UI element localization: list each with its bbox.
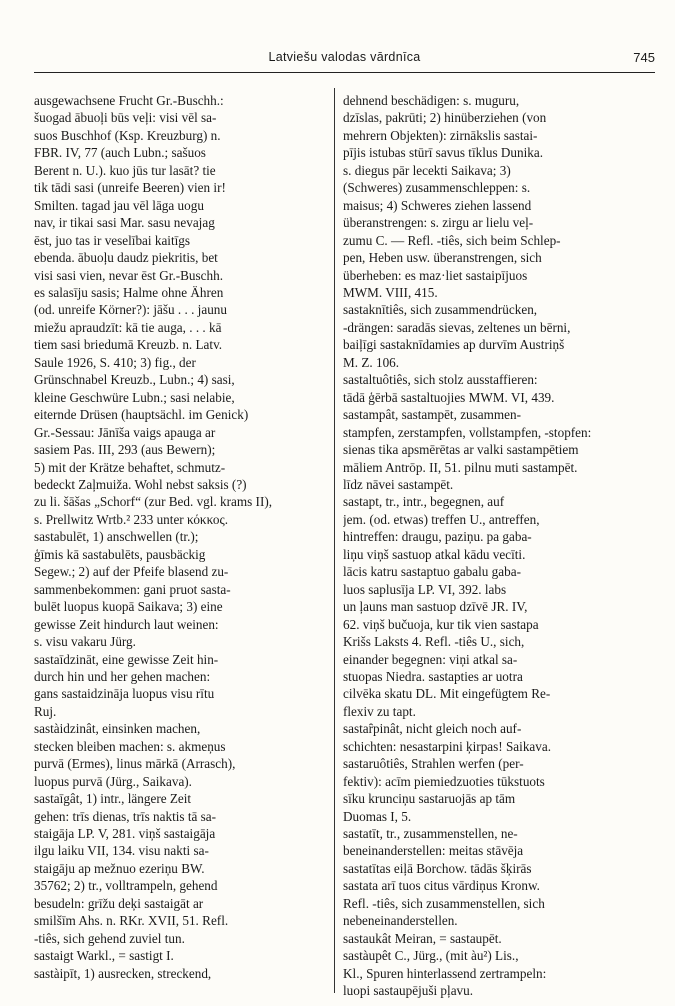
- text-line: purvā (Ermes), linus mārkā (Arrasch),: [34, 756, 236, 772]
- text-line: ilgu laiku VII, 134. visu nakti sa-: [34, 843, 209, 859]
- left-column: [34, 92, 332, 982]
- text-line: sastapt, tr., intr., begegnen, auf: [343, 494, 505, 510]
- text-line: sīku krunciņu sastaruojās ap tām: [343, 791, 516, 807]
- right-column: [343, 92, 655, 1000]
- text-line: stecken bleiben machen: s. akmeņus: [34, 738, 226, 754]
- text-line: 5) mit der Krätze behaftet, schmutz-: [34, 459, 226, 475]
- page-header: [34, 50, 655, 73]
- text-line: baiļīgi sastaknīdamies ap durvīm Austriņš: [343, 337, 565, 353]
- text-line: jem. (od. etwas) treffen U., antreffen,: [343, 511, 540, 527]
- running-title: Latviešu valodas vārdnīca: [268, 50, 421, 64]
- text-line: māliem Antrōp. II, 51. pilnu muti sastampēt.: [343, 459, 578, 475]
- text-line: ausgewachsene Frucht Gr.-Buschh.:: [34, 93, 224, 108]
- text-line: sastaigt Warkl., = sastigt I.: [34, 948, 174, 964]
- text-line: Smilten. tagad jau vēl lāga uogu: [34, 197, 204, 213]
- text-line: es salasīju sasis; Halme ohne Ähren: [34, 284, 224, 300]
- text-line: besudeln: grīžu deķi sastaigāt ar: [34, 895, 204, 911]
- text-line: Gr.-Sessau: Jānīša vaigs apauga ar: [34, 424, 216, 440]
- text-line: (od. unreife Körner?): jāšu . . . jaunu: [34, 302, 227, 318]
- text-line: nebeneinanderstellen.: [343, 913, 458, 929]
- text-line: ēst, juo tas ir veselībai kaitīgs: [34, 232, 191, 248]
- text-line: līdz nāvei sastampēt.: [343, 476, 454, 492]
- text-line: s. visu vakaru Jürg.: [34, 634, 136, 650]
- text-line: bulēt luopus kuopā Saikava; 3) eine: [34, 599, 223, 615]
- text-line: sastaīdzināt, eine gewisse Zeit hin-: [34, 651, 219, 667]
- text-line: sastabulēt, 1) anschwellen (tr.);: [34, 529, 199, 545]
- text-line: ģīmis kā sastabulēts, pausbäckig: [34, 546, 206, 562]
- text-line: eiternde Drüsen (hauptsächl. im Genick): [34, 407, 249, 423]
- text-line: -tiês, sich gehend zuviel tun.: [34, 930, 185, 946]
- text-line: Kl., Spuren hinterlassend zertrampeln:: [343, 965, 547, 981]
- text-line: sastaīgât, 1) intr., längere Zeit: [34, 791, 192, 807]
- text-line: sastatītas eiļā Borchow. tādās šķirās: [343, 860, 532, 876]
- text-line: bedeckt Zaļmuiža. Wohl nebst saksis (?): [34, 476, 247, 492]
- text-line: sasiem Pas. III, 293 (aus Bewern);: [34, 442, 216, 458]
- text-line: ebenda. ābuoļu daudz piekritis, bet: [34, 250, 218, 266]
- text-line: fektiv): acīm piemiedzuoties tūkstuots: [343, 773, 545, 789]
- text-line: M. Z. 106.: [343, 354, 400, 370]
- text-line: hintreffen: draugu, paziņu. pa gaba-: [343, 529, 532, 545]
- text-line: nav, ir tikai sasi Mar. sasu nevajag: [34, 215, 215, 231]
- text-line: sastatīt, tr., zusammenstellen, ne-: [343, 826, 518, 842]
- text-line: flexiv zu tapt.: [343, 703, 416, 719]
- text-line: -drängen: saradās sievas, zeltenes un bērni,: [343, 319, 571, 335]
- text-line: 35762; 2) tr., volltrampeln, gehend: [34, 878, 218, 894]
- text-line: dzīslas, pakrūti; 2) hinüberziehen (von: [343, 110, 547, 126]
- text-line: zumu C. — Refl. -tiês, sich beim Schlep-: [343, 232, 561, 248]
- text-line: gehen: trīs dienas, trīs naktis tā sa-: [34, 808, 217, 824]
- text-line: Refl. -tiês, sich zusammenstellen, sich: [343, 895, 545, 911]
- text-line: sammenbekommen: gani pruot sasta-: [34, 581, 231, 597]
- text-line: lācis katru sastaptuo gabalu gaba-: [343, 564, 521, 580]
- text-line: tādā ģērbā sastaltuojies MWM. VI, 439.: [343, 389, 555, 405]
- text-line: überheben: es maz·liet sastaipījuos: [343, 267, 528, 283]
- text-line: Saule 1926, S. 410; 3) fig., der: [34, 354, 196, 370]
- text-line: sastàupêt C., Jürg., (mit àu²) Lis.,: [343, 948, 519, 964]
- text-line: šuogad ābuoļi būs veļi: visi vēl sa-: [34, 110, 217, 126]
- text-line: einander begegnen: viņi atkal sa-: [343, 651, 518, 667]
- text-line: luopi sastaupējuši pļavu.: [343, 983, 474, 999]
- text-line: tiem sasi briedumā Kreuzb. n. Latv.: [34, 337, 223, 353]
- text-line: sastaruôtiês, Strahlen werfen (per-: [343, 756, 524, 772]
- text-line: dehnend beschädigen: s. muguru,: [343, 93, 520, 108]
- text-line: sastampât, sastampēt, zusammen-: [343, 407, 521, 423]
- text-line: sastaukât Meiran, = sastaupēt.: [343, 930, 502, 946]
- text-line: miežu apraudzīt: kā tie auga, . . . kā: [34, 319, 222, 335]
- text-line: luos saplusīja LP. VI, 392. labs: [343, 581, 507, 597]
- text-line: Ruj.: [34, 703, 57, 719]
- text-line: Segew.; 2) auf der Pfeife blasend zu-: [34, 564, 229, 580]
- text-line: stampfen, zerstampfen, vollstampfen, -stopfen:: [343, 424, 592, 440]
- text-line: sastata arī tuos citus vārdiņus Kronw.: [343, 878, 540, 894]
- text-line: s. Prellwitz Wrtb.² 233 unter κόκκος.: [34, 511, 229, 527]
- text-line: FBR. IV, 77 (auch Lubn.; sašuos: [34, 145, 206, 161]
- text-line: maisus; 4) Schweres ziehen lassend: [343, 197, 532, 213]
- text-line: durch hin und her gehen machen:: [34, 668, 211, 684]
- text-line: schichten: nesastarpini ķirpas! Saikava.: [343, 738, 552, 754]
- text-line: staigāja LP. V, 281. viņš sastaigāja: [34, 826, 216, 842]
- text-line: Duomas I, 5.: [343, 808, 412, 824]
- text-line: überanstrengen: s. zirgu ar lielu veļ-: [343, 215, 534, 231]
- text-line: Grünschnabel Kreuzb., Lubn.; 4) sasi,: [34, 372, 235, 388]
- text-line: gans sastaidzināja luopus visu rītu: [34, 686, 215, 702]
- text-line: zu li. šāšas „Schorf“ (zur Bed. vgl. krams II),: [34, 494, 273, 510]
- text-line: kleine Geschwüre Lubn.; sasi nelabie,: [34, 389, 235, 405]
- text-line: gewisse Zeit hindurch laut weinen:: [34, 616, 219, 632]
- text-line: stuopas Niedra. sastapties ar uotra: [343, 668, 523, 684]
- text-line: staigāju ap mežnuo ezeriņu BW.: [34, 860, 205, 876]
- text-line: sastàidzinât, einsinken machen,: [34, 721, 201, 737]
- text-line: Krišs Laksts 4. Refl. -tiês U., sich,: [343, 634, 525, 650]
- text-line: pen, Heben usw. überanstrengen, sich: [343, 250, 542, 266]
- page-number: 745: [633, 50, 655, 65]
- text-line: 62. viņš bučuoja, kur tik vien sastapa: [343, 616, 539, 632]
- text-line: pījis istubas stūrī savus tīklus Dunika.: [343, 145, 544, 161]
- column-divider: [334, 88, 335, 993]
- text-line: sastaȓpinât, nicht gleich noch auf-: [343, 721, 522, 737]
- text-line: sienas tika apsmērētas ar valki sastampētiem: [343, 442, 579, 458]
- text-line: Berent n. U.). kuo jūs tur lasāt? tie: [34, 162, 216, 178]
- text-line: luopus purvā (Jürg., Saikava).: [34, 773, 192, 789]
- text-line: s. diegus pār lecekti Saikava; 3): [343, 162, 511, 178]
- text-line: sastàipīt, 1) ausrecken, streckend,: [34, 965, 212, 981]
- text-line: beneinanderstellen: meitas stāvēja: [343, 843, 524, 859]
- text-line: liņu viņš sastuop atkal kādu vecīti.: [343, 546, 526, 562]
- text-line: tik tādi sasi (unreife Beeren) vien ir!: [34, 180, 226, 196]
- text-line: MWM. VIII, 415.: [343, 284, 438, 300]
- text-line: cilvēka skatu DL. Mit eingefügtem Re-: [343, 686, 551, 702]
- text-line: sastaltuôtiês, sich stolz ausstaffieren:: [343, 372, 538, 388]
- text-line: sastaknītiês, sich zusammendrücken,: [343, 302, 538, 318]
- text-line: suos Buschhof (Ksp. Kreuzburg) n.: [34, 127, 221, 143]
- text-line: (Schweres) zusammenschleppen: s.: [343, 180, 531, 196]
- text-line: visi sasi vien, nevar ēst Gr.-Buschh.: [34, 267, 223, 283]
- text-line: mehrern Objekten): zirnākslis sastai-: [343, 127, 538, 143]
- text-line: un ļauns man sastuop dzīvē JR. IV,: [343, 599, 528, 615]
- text-line: smilšīm Ahs. n. RKr. XVII, 51. Refl.: [34, 913, 229, 929]
